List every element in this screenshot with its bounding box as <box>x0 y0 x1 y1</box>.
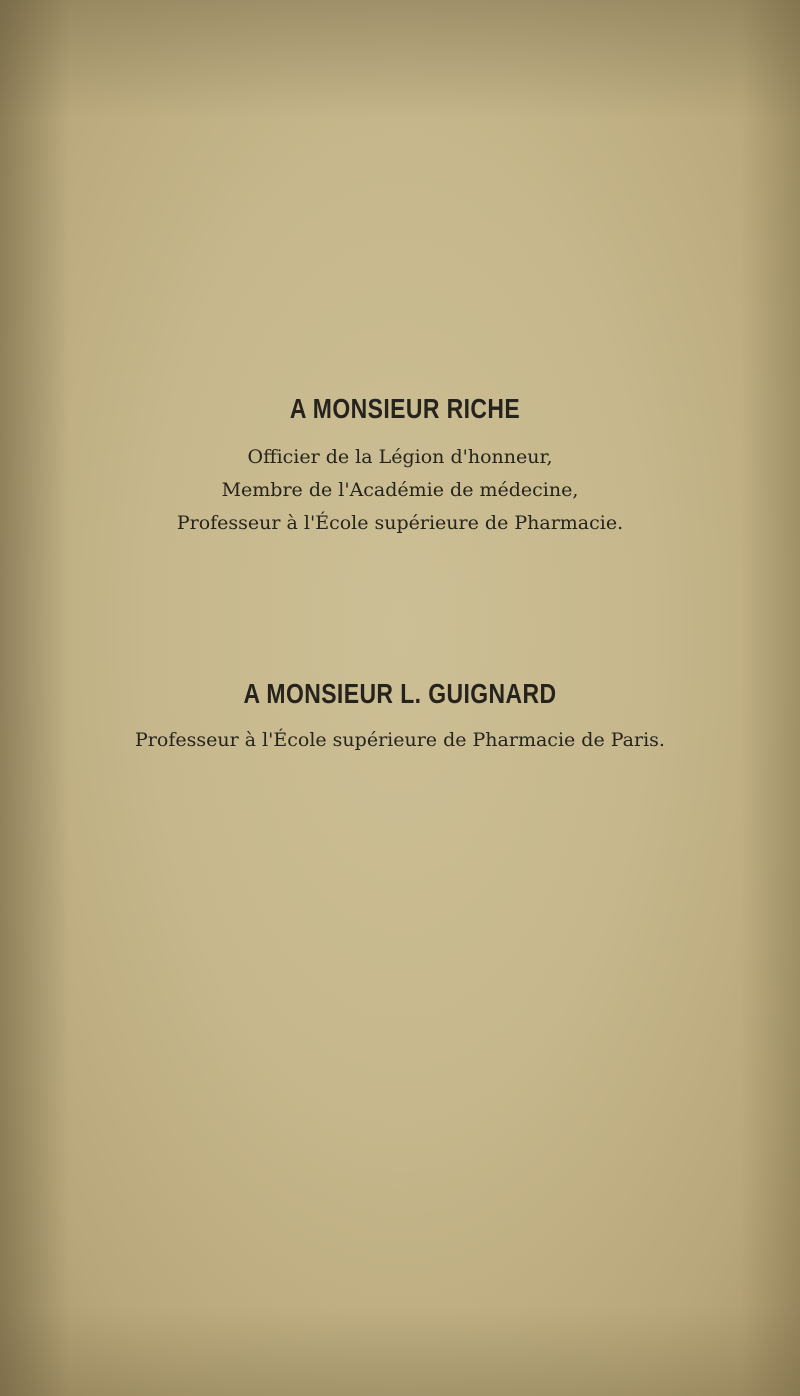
dedication-line: Membre de l'Académie de médecine, <box>221 479 579 501</box>
dedication-heading: A MONSIEUR L. GUIGNARD <box>243 678 557 709</box>
dedication-heading: A MONSIEUR RICHE <box>289 393 521 424</box>
dedication-lines <box>0 724 800 757</box>
dedication-line: Professeur à l'École supérieure de Pharmacie. <box>176 512 624 534</box>
dedication-riche <box>0 393 800 540</box>
paper-edge-shadow-top <box>0 0 800 120</box>
dedication-lines <box>0 441 800 540</box>
dedication-line: Officier de la Légion d'honneur, <box>247 446 553 468</box>
paper-edge-shadow-bottom <box>0 1306 800 1396</box>
dedication-line: Professeur à l'École supérieure de Pharmacie de Paris. <box>135 729 665 751</box>
dedication-guignard <box>0 678 800 757</box>
